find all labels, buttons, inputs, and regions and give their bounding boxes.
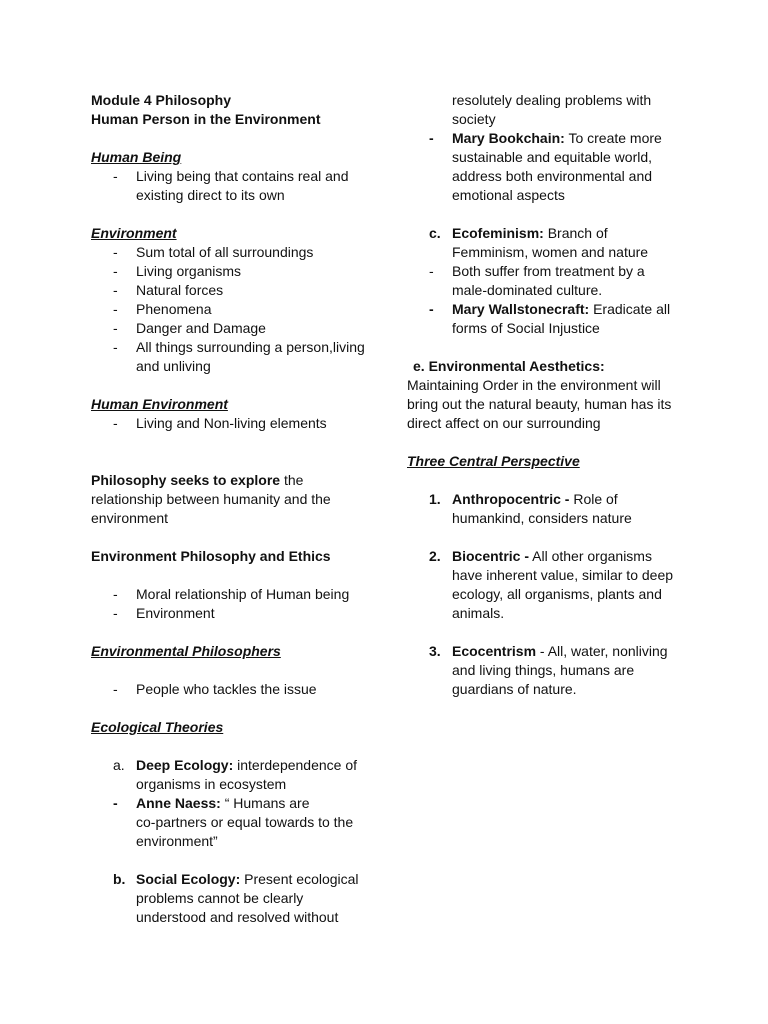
aesthetics-line: direct affect on our surrounding [407,415,601,431]
list-item [91,414,381,433]
continuation-line: resolutely dealing problems with [452,92,652,108]
perspective-2 [407,547,697,623]
term: Mary Bookchain: [452,130,565,146]
list-item-text: ecology, all organisms, plants and [452,586,662,602]
dash-bullet: - [113,605,118,621]
list-item-text: guardians of nature. [452,681,577,697]
list-item-text: humankind, considers nature [452,510,632,526]
dash-bullet: - [113,301,118,317]
list-item-text: and unliving [136,358,211,374]
list-item-text: Living and Non-living elements [136,415,327,431]
human-environment-heading: Human Environment [91,396,228,412]
philosophy-rest: the [280,472,304,488]
list-item-text: animals. [452,605,505,621]
philosophy-paragraph [91,471,381,490]
left-column [91,91,381,927]
list-item-text: All things surrounding a person,living [136,339,365,355]
list-item [91,319,381,338]
theory-b [91,870,381,927]
list-marker: 1. [429,491,441,507]
human-being-heading: Human Being [91,149,182,165]
list-item [91,338,381,376]
perspective-1 [407,490,697,528]
perspective-3 [407,642,697,699]
list-item-text: problems cannot be clearly [136,890,304,906]
dash-bullet: - [113,586,118,602]
term: Social Ecology: [136,871,241,887]
term: Ecocentrism [452,643,537,659]
definition: Branch of [543,225,608,241]
list-marker: c. [429,225,441,241]
definition: “ Humans are [220,795,310,811]
module-title: Module 4 Philosophy [91,92,232,108]
mary-wallstonecraft-item [407,300,697,338]
list-item-text: male-dominated culture. [452,282,603,298]
list-item-text: and living things, humans are [452,662,635,678]
term: Anthropocentric - [452,491,570,507]
definition: Eradicate all [589,301,671,317]
list-item [91,281,381,300]
list-item-text: address both environmental and [452,168,653,184]
list-marker: b. [113,871,126,887]
dash-bullet: - [113,244,118,260]
definition: Role of [569,491,618,507]
theory-c [407,224,697,262]
list-item-text: Moral relationship of Human being [136,586,350,602]
list-marker: 3. [429,643,441,659]
dash-bullet: - [113,263,118,279]
list-item [91,243,381,262]
list-item-text: Sum total of all surroundings [136,244,314,260]
philosophy-line: environment [91,510,169,526]
list-item-text: understood and resolved without [136,909,339,925]
list-item-text: People who tackles the issue [136,681,317,697]
list-item-text [136,794,381,813]
definition: Present ecological [240,871,359,887]
list-item-text: Phenomena [136,301,212,317]
list-item [91,300,381,319]
both-suffer-item [407,262,697,300]
anne-naess-item [91,794,381,851]
list-item-text: Danger and Damage [136,320,266,336]
right-column [407,91,697,699]
list-item [91,167,381,205]
dash-bullet: - [429,130,434,146]
list-item [91,604,381,623]
list-item-text: Femminism, women and nature [452,244,649,260]
list-item-text: Natural forces [136,282,224,298]
list-item-text: forms of Social Injustice [452,320,600,336]
list-item-text [136,870,381,889]
continuation-line: society [452,111,496,127]
dash-bullet: - [113,320,118,336]
mary-bookchain-item [407,129,697,205]
term: Ecofeminism: [452,225,544,241]
list-item-text: sustainable and equitable world, [452,149,653,165]
list-item-text: environment” [136,833,218,849]
list-item-text: existing direct to its own [136,187,285,203]
list-marker: 2. [429,548,441,564]
list-item-text [452,642,697,661]
list-item-text [452,300,697,319]
list-item [91,680,381,699]
term: Deep Ecology: [136,757,234,773]
term: Mary Wallstonecraft: [452,301,590,317]
aesthetics-line: bring out the natural beauty, human has its [407,396,672,412]
list-item [91,585,381,604]
dash-bullet: - [113,415,118,431]
list-item [91,262,381,281]
dash-bullet: - [113,339,118,355]
dash-bullet: - [113,681,118,697]
list-marker: a. [113,757,125,773]
term: Anne Naess: [136,795,221,811]
environmental-aesthetics-heading: e. Environmental Aesthetics: [413,358,605,374]
dash-bullet: - [429,263,434,279]
list-item-text: organisms in ecosystem [136,776,287,792]
definition: To create more [564,130,662,146]
env-philosophers-heading: Environmental Philosophers [91,643,281,659]
dash-bullet: - [113,795,118,811]
definition: All other organisms [529,548,652,564]
list-item-text [452,224,697,243]
dash-bullet: - [113,282,118,298]
definition: interdependence of [233,757,358,773]
dash-bullet: - [429,301,434,317]
theory-a [91,756,381,794]
list-item-text: emotional aspects [452,187,565,203]
ecological-theories-heading: Ecological Theories [91,719,224,735]
aesthetics-line: Maintaining Order in the environment will [407,377,661,393]
document-subtitle: Human Person in the Environment [91,111,321,127]
definition: - All, water, nonliving [536,643,668,659]
environment-heading: Environment [91,225,177,241]
env-philosophy-ethics-heading: Environment Philosophy and Ethics [91,548,331,564]
list-item-text: Environment [136,605,215,621]
list-item-text: have inherent value, similar to deep [452,567,674,583]
list-item-text [136,756,381,775]
list-item-text: Living being that contains real and [136,168,349,184]
list-item-text [452,490,697,509]
list-item-text: co-partners or equal towards to the [136,814,354,830]
list-item-text: Both suffer from treatment by a [452,263,645,279]
list-item-text: Living organisms [136,263,242,279]
list-item-text [452,130,662,146]
list-item-text [452,547,697,566]
dash-bullet: - [113,168,118,184]
three-central-perspective-heading: Three Central Perspective [407,453,580,469]
philosophy-bold: Philosophy seeks to explore [91,472,281,488]
term: Biocentric - [452,548,530,564]
philosophy-line: relationship between humanity and the [91,491,331,507]
